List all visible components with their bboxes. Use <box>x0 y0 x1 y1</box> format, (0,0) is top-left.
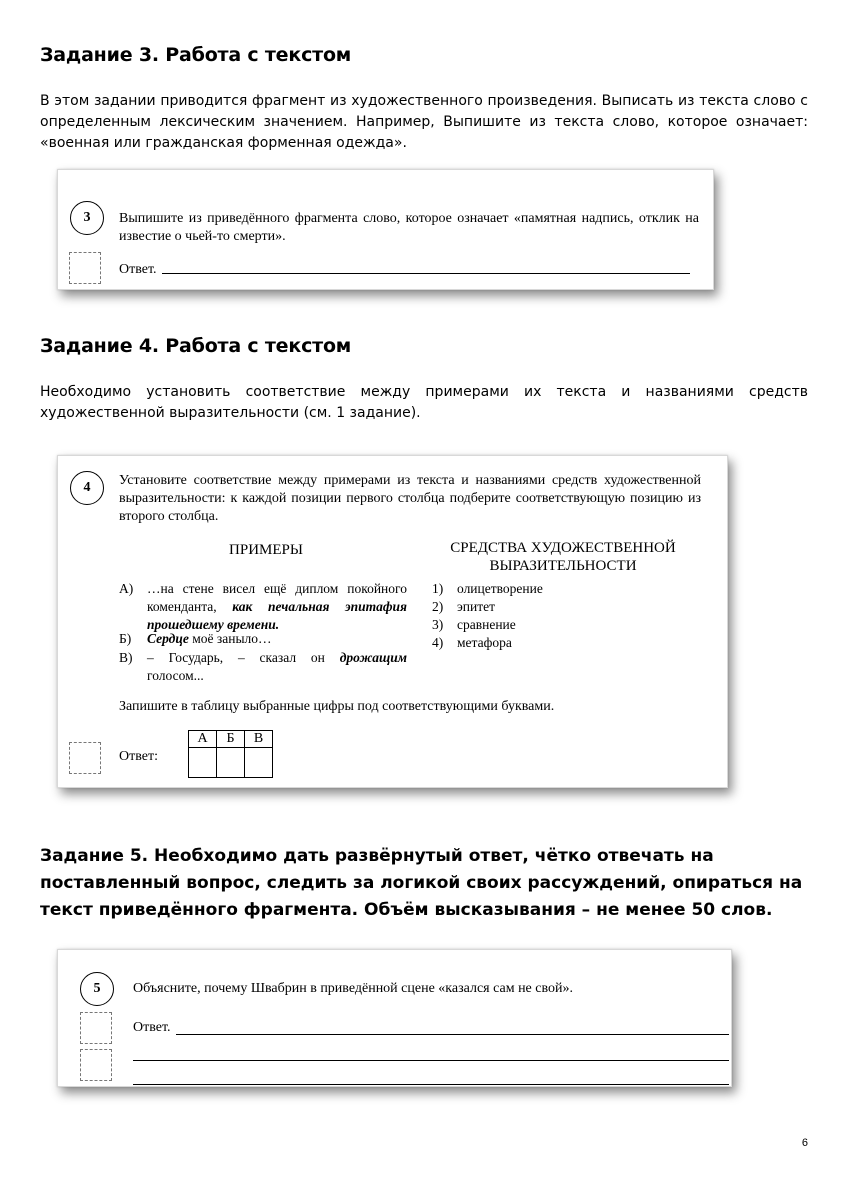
example-text <box>147 580 407 634</box>
task5-number-badge: 5 <box>80 972 114 1006</box>
task3-card <box>57 169 714 290</box>
means-item-1 <box>432 580 632 598</box>
task3-question: Выпишите из приведённого фрагмента слово, которое означает «памятная надпись, отклик на известие о чьей-то смерти». <box>119 211 699 244</box>
answer-table-header-b: Б <box>217 731 245 748</box>
example-c-plain: – Государь, – сказал он <box>147 650 340 665</box>
means-item-3 <box>432 616 632 634</box>
means-title-line2: ВЫРАЗИТЕЛЬНОСТИ <box>489 558 637 574</box>
means-label: 4) <box>432 635 444 650</box>
means-text: эпитет <box>457 599 496 614</box>
example-text <box>147 649 407 685</box>
answer-cell-a[interactable] <box>189 748 217 778</box>
example-label: А) <box>119 581 134 596</box>
example-a-emphasis: как печальная эпитафия прошедшему времени. <box>147 599 407 632</box>
means-label: 2) <box>432 599 444 614</box>
task3-heading: Задание 3. Работа с текстом <box>40 44 352 66</box>
means-text: олицетворение <box>457 581 543 596</box>
example-c-emphasis: дрожащим <box>339 650 407 665</box>
answer-cell-b[interactable] <box>217 748 245 778</box>
example-label: Б) <box>119 631 132 646</box>
task4-number-badge: 4 <box>70 471 104 505</box>
task4-instruction: Установите соответствие между примерами из текста и названиями средств художественной выразительности: к каждой позиции первого столбца подберите соответствующую позицию из второго столбца. <box>119 473 701 524</box>
task5-answer-label: Ответ. <box>133 1020 171 1035</box>
means-item-4 <box>432 634 632 652</box>
task3-number-badge: 3 <box>70 201 104 235</box>
table-instruction: Запишите в таблицу выбранные цифры под соответствующими буквами. <box>119 699 555 714</box>
example-c <box>119 649 409 685</box>
task5-answer-line-1[interactable] <box>176 1034 729 1035</box>
example-a <box>119 580 409 634</box>
task5-question: Объясните, почему Швабрин в приведённой сцене «казался сам не свой». <box>133 981 573 996</box>
means-title-line1: СРЕДСТВА ХУДОЖЕСТВЕННОЙ <box>450 540 676 556</box>
means-text: метафора <box>457 635 512 650</box>
task4-heading: Задание 4. Работа с текстом <box>40 335 352 357</box>
example-label: В) <box>119 650 133 665</box>
answer-table-header-c: В <box>245 731 273 748</box>
examples-column-title: ПРИМЕРЫ <box>229 542 303 558</box>
example-text <box>147 630 407 648</box>
example-b-after: моё заныло… <box>188 631 272 646</box>
example-b <box>119 630 409 648</box>
answer-table <box>188 730 273 778</box>
example-c-after: голосом... <box>147 668 204 683</box>
task3-score-box <box>69 252 101 284</box>
answer-table-header-a: А <box>189 731 217 748</box>
means-label: 3) <box>432 617 444 632</box>
task3-answer-line[interactable] <box>162 273 690 274</box>
task3-answer-label: Ответ. <box>119 262 157 277</box>
means-text: сравнение <box>457 617 516 632</box>
task5-score-box-2 <box>80 1049 112 1081</box>
means-column-title <box>433 539 693 575</box>
task4-answer-label: Ответ: <box>119 749 158 764</box>
task4-score-box <box>69 742 101 774</box>
task5-heading: Задание 5. Необходимо дать развёрнутый ответ, чётко отвечать на поставленный вопрос, следить за логикой своих рассуждений, опираться на текст приведённого фрагмента. Объём высказывания – не менее 50 слов. <box>40 846 803 920</box>
task4-card <box>57 455 728 788</box>
task5-answer-line-3[interactable] <box>133 1084 729 1085</box>
task5-score-box-1 <box>80 1012 112 1044</box>
answer-cell-c[interactable] <box>245 748 273 778</box>
example-b-emphasis: Сердце <box>147 631 189 646</box>
page-number: 6 <box>801 1137 808 1149</box>
task4-description: Необходимо установить соответствие между примерами их текста и названиями средств художественной выразительности (см. 1 задание). <box>40 384 808 421</box>
example-a-plain: …на стене висел ещё диплом покойного коменданта, <box>147 581 407 614</box>
task5-answer-line-2[interactable] <box>133 1060 729 1061</box>
means-label: 1) <box>432 581 444 596</box>
task5-card <box>57 949 732 1087</box>
task3-description: В этом задании приводится фрагмент из художественного произведения. Выписать из текста слово с определенным лексическим значением. Например, Выпишите из текста слово, которое означает: «военная или гражданская форменная одежда». <box>40 93 808 151</box>
means-item-2 <box>432 598 632 616</box>
